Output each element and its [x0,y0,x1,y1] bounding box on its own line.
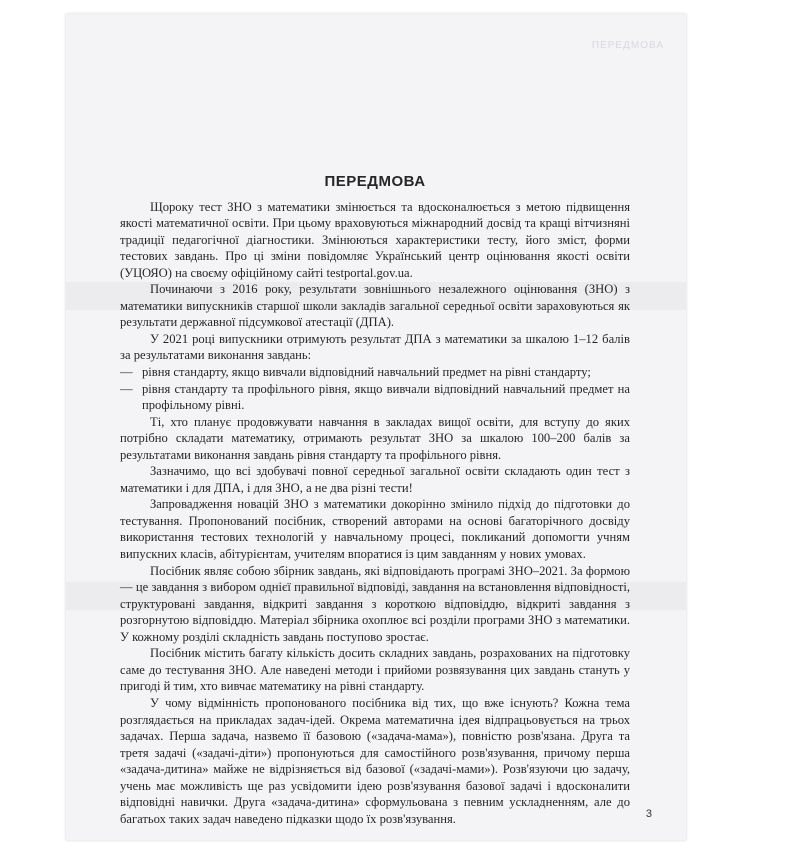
paragraph: У чому відмінність пропонованого посібника від тих, що вже існують? Кожна тема розглядається на прикладах задач-ідей. Окрема математична ідея відпрацьовується на трьох задачах. Перша задача, назвемо її базовою («задача-мама»), повністю розв'язана. Друга та третя задачі («задачі-діти») пропонуються для самостійного розв'язування, причому перша «задача-дитина» майже не відрізняється від базової («задачі-мами»). Розв'язуючи цю задачу, учень має можливість ще раз усвідомити ідею розв'язування базової задачі і вдосконалити відповідні навички. Друга «задача-дитина» сформульована з певним ускладненням, але до багатьох таких задач наведено підказки щодо їх розв'язування. [120,695,630,826]
paragraph: Починаючи з 2016 року, результати зовнішнього незалежного оцінювання (ЗНО) з математики випускників старшої школи закладів загальної середньої освіти зараховуються як результати державної підсумкової атестації (ДПА). [120,282,630,330]
paragraph: Посібник являє собою збірник завдань, які відповідають програмі ЗНО–2021. За формою — це завдання з вибором однієї правильної відповіді, завдання на встановлення відповідності, структуровані завдання, відкриті завдання з короткою відповіддю, відкриті завдання з розгорнутою відповіддю. Матеріал збірника охоплює всі розділи програми ЗНО з математики. У кожному розділі складність завдань поступово зростає. [120,563,630,644]
paragraph: Посібник містить багату кількість досить складних завдань, розрахованих на підготовку саме до тестування ЗНО. Але наведені методи і прийоми розвязування цих завдань стануть у пригоді й тим, хто вивчає математику на рівні стандарту. [120,646,630,694]
page-title: ПЕРЕДМОВА [324,173,426,190]
bleed-through-header: ПЕРЕДМОВА [591,40,664,51]
book-page [66,14,686,840]
page-number: 3 [645,808,652,820]
list-item: — рівня стандарту та профільного рівня, якщо вивчали відповідний навчальний предмет на профільному рівні. [120,381,630,414]
paragraph: Зазначимо, що всі здобувачі повної середньої загальної освіти складають один тест з математики і для ДПА, і для ЗНО, а не два різні тести! [120,464,630,495]
paragraph: Запровадження новацій ЗНО з математики докорінно змінило підхід до підготовки до тестування. Пропонований посібник, створений авторами на основі багаторічного досвіду використання тестових технологій у навчальному процесі, покликаний допомогти учням випускних класів, абітурієнтам, учителям впоратися із цим завданням у нових умовах. [120,497,630,562]
paragraph: Щороку тест ЗНО з математики змінюється та вдосконалюється з метою підвищення якості математичної освіти. При цьому враховуються міжнародний досвід та кращі вітчизняні традиції педагогічної діагностики. Змінюються характеристики тесту, його зміст, форми тестових завдань. Про ці зміни повідомляє Український центр оцінювання якості освіти (УЦОЯО) на своєму офіційному сайті testportal.gov.ua. [120,199,630,280]
list-item: — рівня стандарту, якщо вивчали відповідний навчальний предмет на рівні стандарту; [120,364,630,381]
paragraph: У 2021 році випускники отримують результат ДПА з математики за шкалою 1–12 балів за результатами виконання завдань: [120,331,630,363]
paragraph: Ті, хто планує продовжувати навчання в закладах вищої освіти, для вступу до яких потрібно складати математику, отримають результат ЗНО за шкалою 100–200 балів за результатами виконання завдань рівня стандарту та профільного рівня. [120,414,630,462]
bullet-list [120,364,630,414]
preface-content [120,174,630,827]
